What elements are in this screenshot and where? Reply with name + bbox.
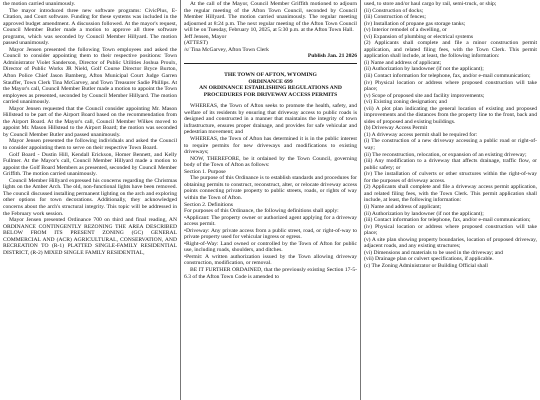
definition-item: •Driveway: Any private access from a public street, road, or right-of-way to private property used for vehicular ingress or egress. [184, 227, 357, 241]
notice-divider [184, 63, 357, 64]
definition-item: •Permit: A written authorization issued by the Town allowing driveway construction, modification, or removal. [184, 253, 357, 267]
code-line: (iii) Contact information for telephone, fax, and/or e-mail communication; [364, 73, 531, 80]
section-heading: Section 2. Definitions [184, 201, 233, 208]
code-line: (ii) The reconstruction, relocation, or expansion of an existing driveway; [364, 151, 527, 158]
ordinance-title-heading: AN ORDINANCE ESTABLISHING REGULATIONS AND PROCEDURES FOR DRIVEWAY ACCESS PERMITS [199, 85, 342, 98]
code-line: (vi) Dimensions and materials to be used in the driveway; and [364, 249, 503, 256]
publish-date: Publish Jan. 21 2026 [307, 53, 357, 60]
code-line: (vii) Drainage plan or culvert specifications, if applicable. [364, 256, 494, 263]
minutes-paragraph: Golf Board - Dustin Hill, Kendall Erickson, Homer Bennett, and Kelly Fullmer. At the Mayor's call, Council Member Hillyard made a motion to appoint the Golf Board Members as presented, seconded by Council Member Griffith. The motion carried unanimously. [3, 151, 177, 178]
code-line: (v) Scope of proposed site and facility improvements; [364, 92, 485, 99]
code-line: (v) Interior remodel of a dwelling, or [364, 27, 447, 34]
code-line: (i) The construction of a new driveway accessing a public road or right-of-way; [364, 138, 537, 152]
code-line: (iii) Any modification to a driveway that affects drainage, traffic flow, or public safety; or [364, 158, 537, 171]
code-line: (iv) The installation of culverts or other structures within the right-of-way for the purposes of driveway access. [364, 171, 537, 184]
notice-column [180, 0, 360, 400]
ordinance-paragraph: For purposes of this Ordinance, the following definitions shall apply: [184, 208, 339, 215]
definition-item: •Right-of-Way: Land owned or controlled by the Town of Afton for public use, including roads, shoulders, and ditches. [184, 240, 357, 254]
clerk-signature: /s/ Tina McGarvey, Afton Town Clerk [184, 46, 269, 53]
minutes-paragraph: Mayor Jensen presented the following individuals and asked the Council to consider appointing them to serve on their respective Town Board. [3, 138, 177, 152]
ordinance-paragraph: BE IT FURTHER ORDAINED, that the previously existing Section 17-5-6.3 of the Afton Town Code is amended to [184, 266, 357, 280]
code-line: (vii) A plot plan indicating the general location of existing and proposed improvements and the distances from the property line to the front, back and sides of proposed and existing buildings. [364, 105, 537, 125]
meeting-minutes-column [0, 0, 180, 400]
ordinance-number-heading: ORDINANCE 699 [248, 78, 293, 85]
minutes-paragraph: Mayor Jensen requested that the Council consider appointing Mr. Mason Hillstead to be part of the Airport Board based on the recommendation from the Airport Board. At the Mayor's call, Council Member Wilkes moved to appoint Mr. Mason Hillstead to the Airport Board; the motion was seconded by Council Member Butler and passed unanimously. [3, 105, 177, 138]
code-line: (ii) Construction of docks; [364, 7, 424, 14]
minutes-paragraph: the motion carried unanimously. [3, 1, 76, 7]
code-line: (ii) Authorization by landowner (if not the applicant); [364, 210, 484, 217]
code-line: (vi) Existing zoning designation; and [364, 99, 447, 106]
code-line: (iv) Physical location or address where proposed construction will take place; [364, 223, 537, 237]
code-line: (ii) Authorization by landowner (if not the applicant); [364, 66, 484, 73]
code-line: used, to store and/or haul cargo by rail, semi-truck, or ship; [364, 1, 497, 7]
code-line: (c) The Zoning Administrator or Building Official shall [364, 262, 488, 269]
ordinance-paragraph: The purpose of this Ordinance is to establish standards and procedures for obtaining permits to construct, reconstruct, alter, or relocate driveway access points connecting private property to public streets, roads, or rights of way within the Town of Afton. [184, 175, 357, 201]
ordinance-paragraph: WHEREAS, the Town of Afton seeks to promote the health, safety, and welfare of its residents by ensuring that driveway access to public roads is designed and constructed in a manner that maintains the integrity of town infrastructure, ensures proper drainage, and provides for safe vehicular and pedestrian movement; and [184, 103, 357, 136]
ordinance-town-heading: THE TOWN OF AFTON, WYOMING [224, 71, 317, 78]
minutes-paragraph: Mayor Jensen presented Ordinance 700 on third and final reading, AN ORDINANCE CONTINGENTLY REZONING THE AREA DESCRIBED BELOW FROM ITS PRESENT ZONING (GC) GENERAL COMMERCIAL AND (ACR) AGRICULTURAL, CONSERVATION, AND RECREATION TO (R-1) PLATTED SINGLE-FAMILY RESIDENTIAL DISTRICT, (R-2) MIXED SINGLE FAMILY RESIDENTIAL, [3, 217, 177, 256]
code-line: (iii) Construction of fences; [364, 14, 426, 21]
code-line: (i) Name and address of applicant; [364, 203, 442, 210]
code-line: (b) Driveway Access Permit [364, 125, 428, 132]
code-line: (iv) Physical location or address where proposed construction will take place; [364, 79, 537, 93]
adjournment-paragraph: At the call of the Mayor, Council Member Griffith motioned to adjourn the regular meeting of the Afton Town Council, seconded by Council Member Hillyard. The motion carried unanimously. The regular meeting adjourned at 8:24 p.m. The next regular meeting of the Afton Town Council will be on Tuesday, February 10, 2025, at 5:30 p.m. at the Afton Town Hall. [184, 1, 357, 34]
code-line: (vi) Expansion of plumbing or electrical systems [364, 33, 474, 40]
ordinance-continued-column [360, 0, 540, 400]
code-line: (1) A driveway access permit shall be required for: [364, 131, 478, 138]
code-line: (2) Applicants shall complete and file a minor construction permit application, and related filing fees, with the Town Clerk. This permit application shall include, at least, the following information: [364, 40, 537, 60]
definition-item: •Applicant: The property owner or authorized agent applying for a driveway access permit. [184, 214, 357, 228]
code-line: (i) Name and address of applicant; [364, 59, 442, 66]
minutes-paragraph: Mayor Jensen presented the following Town employees and asked the Council to consider appointing them to their respective positions: Town Administrator Violet Sanderson, Director of Public Utilities Joshua Proulx, Director of Public Works JR Nield, Golf Course Director Bryce Burton, Afton Police Chief Jason Bamberg, Afton Municipal Court Judge Garren Stauffer, Town Clerk Tina McGarvey, and Town Treasurer Sadie Phillips. At the Mayor's call, Council Member Butler made a motion to appoint the Town employees as presented, seconded by Council Member Hillyard. The motion carried unanimously. [3, 46, 177, 106]
code-line: (2) Applicants shall complete and file a driveway access permit application, and related filing fees, with the Town Clerk. This permit application shall include, at least, the following information: [364, 184, 537, 204]
minutes-paragraph: The mayor introduced three new software programs: CivicPlus, E-Citation, and Court software. Funding for these systems was included in the approved budget amendment. A discussion followed. At the mayor's request, Council Member Butler made a motion to approve all three software programs, which was seconded by Council Member Hillyard. The motion passed unanimously. [3, 7, 177, 47]
mayor-signature: Jeff Jensen, Mayor [184, 33, 227, 40]
ordinance-paragraph: NOW, THEREFORE, be it ordained by the Town Council, governing body of the Town of Afton as follows: [184, 155, 357, 169]
attest-label: (ATTEST) [184, 40, 208, 47]
code-line: (v) A site plan showing property boundaries, location of proposed driveway, adjacent roads, and any existing structures; [364, 236, 537, 250]
ordinance-paragraph: WHEREAS, the Town of Afton has determined it is in the public interest to require permits for new driveways and modifications to existing driveways; [184, 136, 357, 156]
code-line: (iv) Installation of propane gas storage tanks; [364, 20, 466, 27]
section-heading: Section 1. Purpose [184, 168, 226, 175]
minutes-paragraph: Council Member Hillyard expressed his concerns regarding the Christmas lights on the Amber Arch. The old, non-functional lights have been removed. The council discussed installing permanent lighting on the arch and exploring other options for town decorations. Additionally, they acknowledged concerns about the arch's structural integrity. This topic will be addressed in the February work session. [3, 177, 177, 217]
code-line: (iii) Contact information for telephone, fax, and/or e-mail communication; [364, 217, 531, 224]
